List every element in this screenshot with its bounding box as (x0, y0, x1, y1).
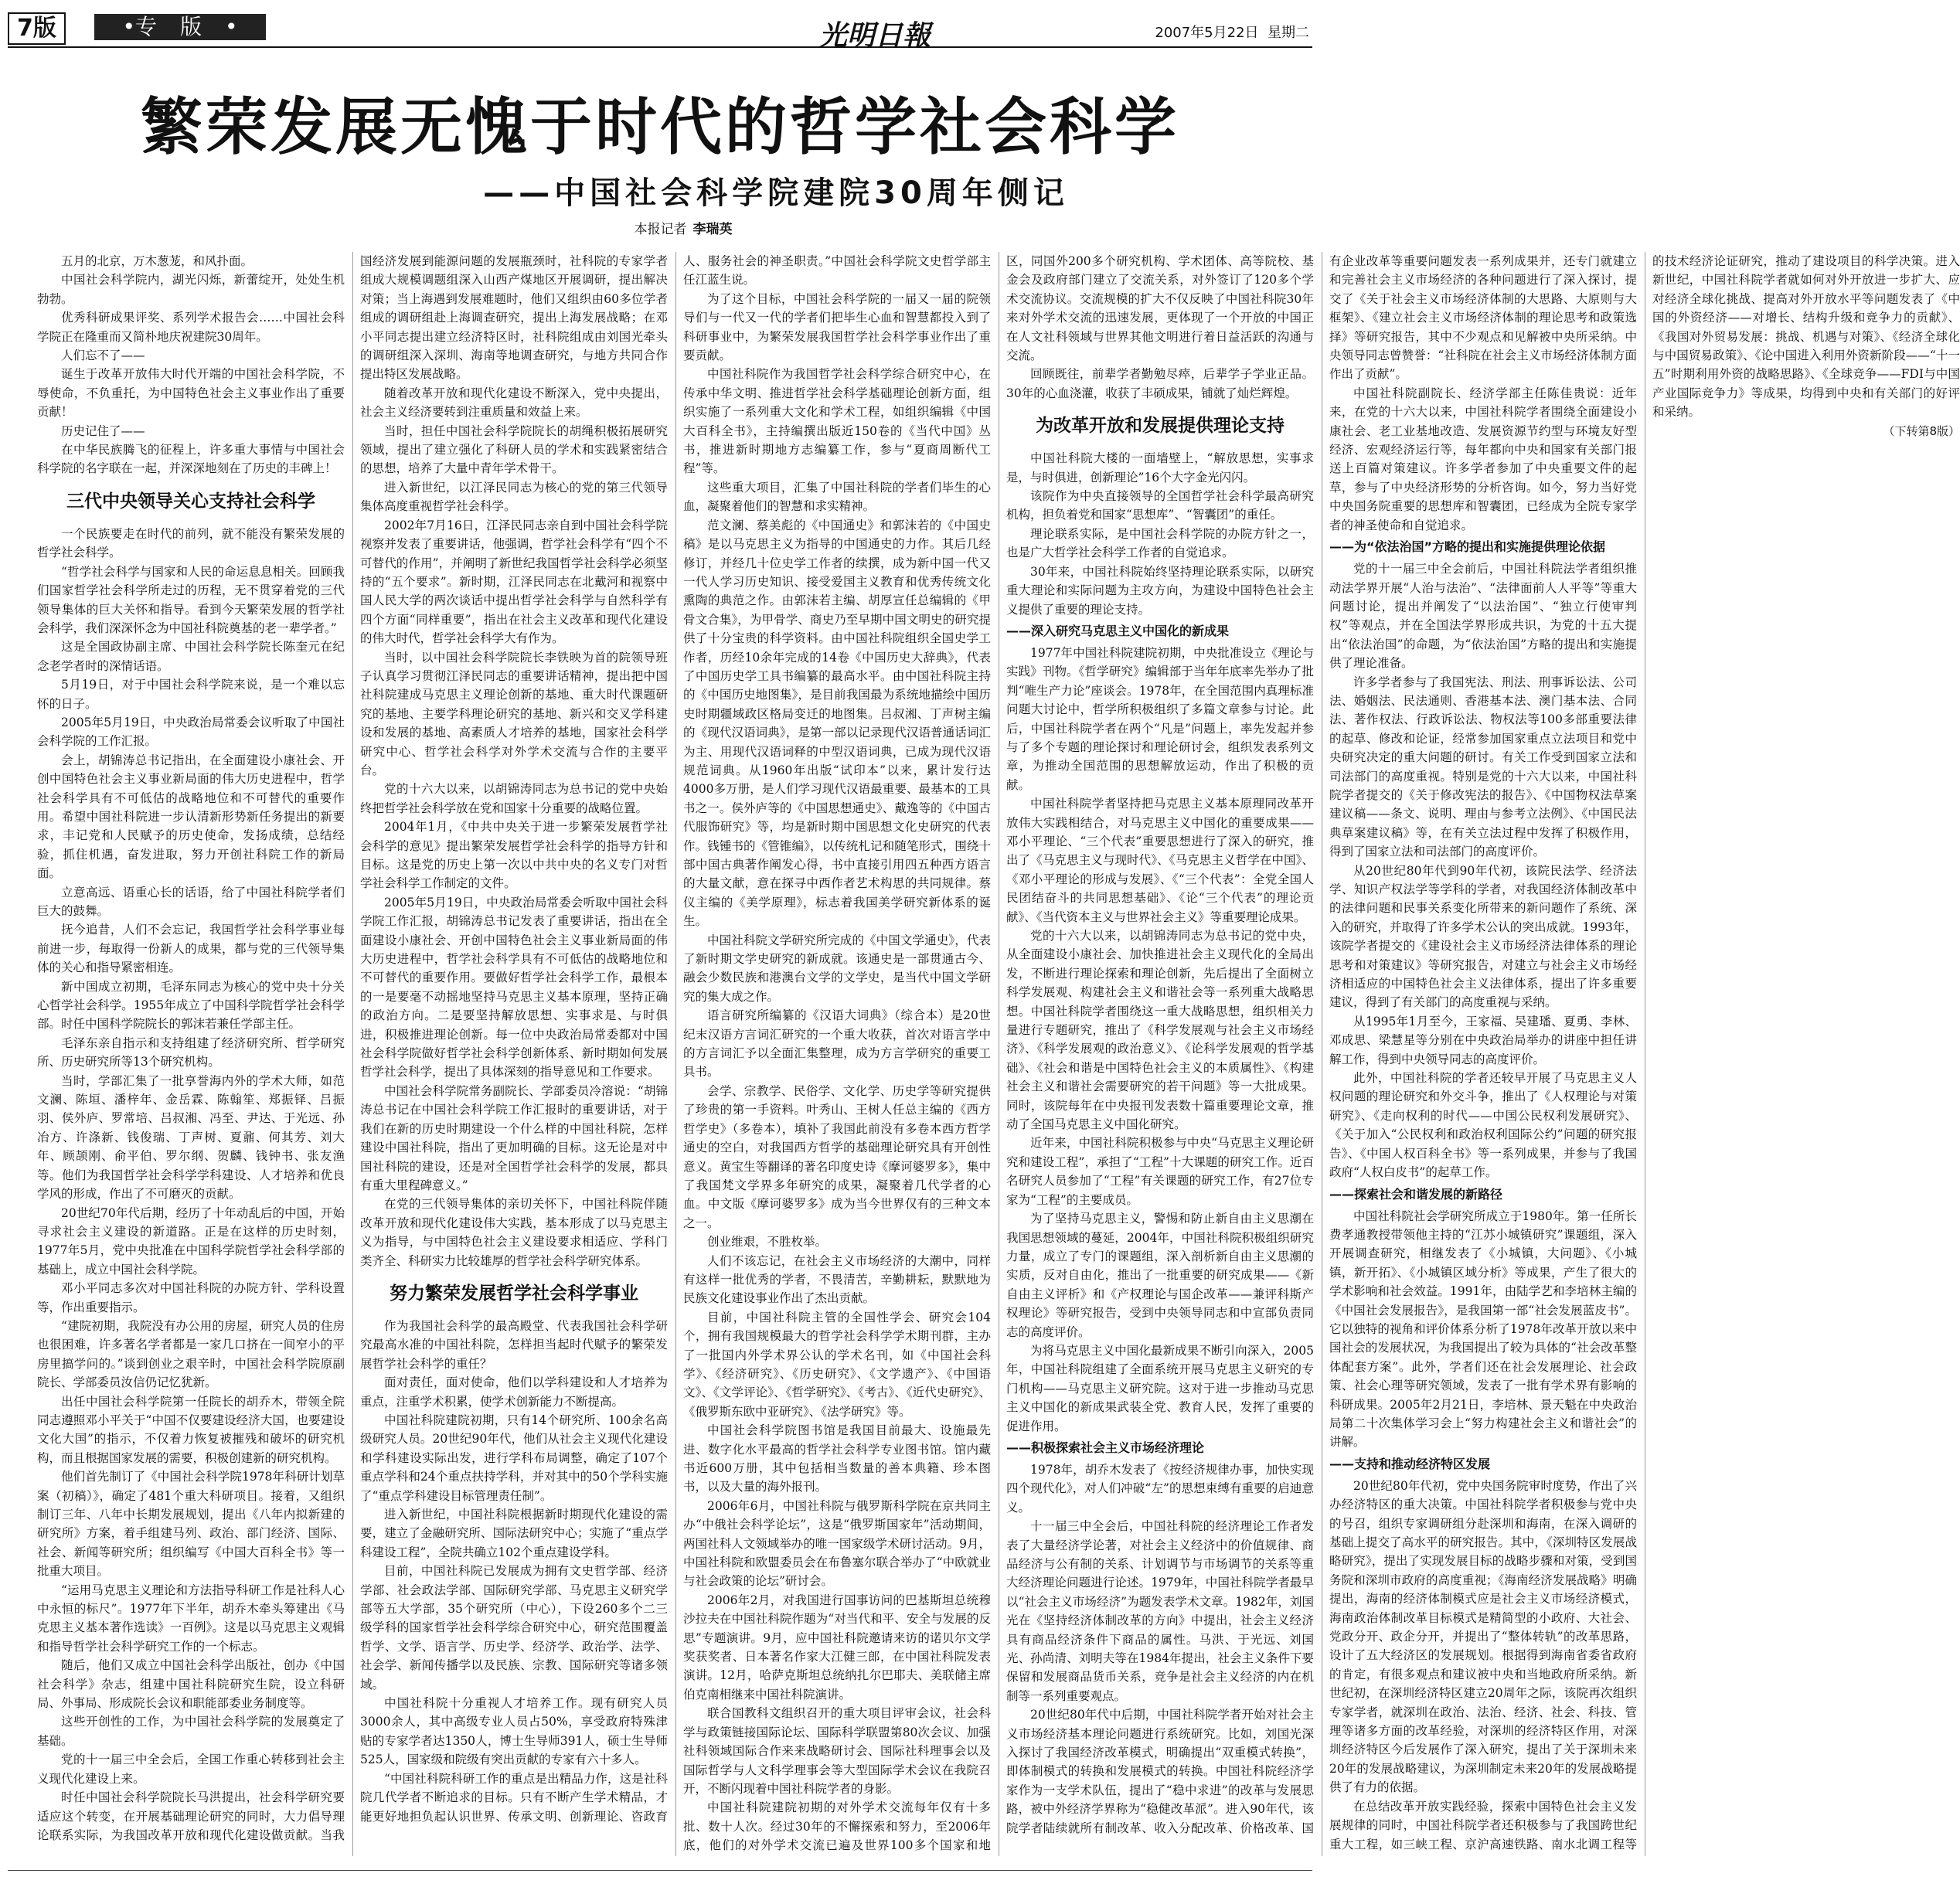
body-paragraph: 语言研究所编纂的《汉语大词典》（综合本）是20世纪末汉语方言词汇研究的一个重大收获，首次对语言学中的方言词汇予以全面汇集整理，成为方言学研究的重要工具书。 (683, 1008, 991, 1080)
body-paragraph: 回顾既往，前辈学者勤勉尽瘁，后辈学子学业正品。30年的心血浇灌，收获了丰硕成果，铺就了灿烂辉煌。 (1006, 367, 1314, 400)
body-paragraph: 邓小平同志多次对中国社科院的办院方针、学科设置等，作出重要指示。 (37, 1281, 345, 1314)
body-paragraph: 中国社科院大楼的一面墙壁上，“解放思想，实事求是，与时俱进，创新理论”16个大字金光闪闪。 (1006, 451, 1314, 484)
body-paragraph: 近年来，中国社科院积极参与中央“马克思主义理论研究和建设工程”，承担了“工程”十大课题的研究工作。近百名研究人员参加了“工程”有关课题的研究工作，有27位专家为“工程”的主要成员。 (1006, 1136, 1314, 1207)
section-subheading: ——为“依法治国”方略的提出和实施提供理论依据 (1329, 539, 1606, 555)
body-paragraph: 中国社科院学者坚持把马克思主义基本原理同改革开放伟大实践相结合，对马克思主义中国化的重要成果——邓小平理论、“三个代表”重要思想进行了深入的研究，推出了《马克思主义与现时代》、《马克思主义哲学在中国》、《邓小平理论的形成与发展》、《“三个代表”：全党全国人民团结奋斗的共同思想基础》、《论“三个代表”的理论贡献》、《当代资本主义与世界社会主义》等重要理论成果。 (1006, 797, 1314, 924)
body-paragraph: 2006年6月，中国社科院与俄罗斯科学院在京共同主办“中俄社会科学论坛”，这是“俄罗斯国家年”活动期间，两国社科人文领域举办的唯一国家级学术研讨活动。9月，中国社科院和欧盟委员会在布鲁塞尔联合举办了“中欧就业与社会政策的论坛”研讨会。 (683, 1498, 991, 1589)
body-paragraph: 中国社会科学院常务副院长、学部委员冷溶说：“胡锦涛总书记在中国社会科学院工作汇报时的重要讲话，对于我们在新的历史时期建设一个什么样的中国社科院，怎样建设中国社科院，指出了更加明确的目标。这无论是对中国社科院的建设，还是对全国哲学社会科学的发展，都具有重大里程碑意义。” (360, 1083, 668, 1192)
author-name: 李瑞英 (692, 222, 733, 237)
body-paragraph: 理论联系实际，是中国社会科学院的办院方针之一，也是广大哲学社会科学工作者的自觉追求。 (1006, 526, 1314, 560)
body-paragraph: 中国社科院十分重视人才培养工作。现有研究人员3000余人，其中高级专业人员占50%，享受政府特殊津贴的专家学者达1350人，博士生导师391人，硕士生导师525人，国家级和院级有突出贡献的专家有六十多人。 (360, 1696, 668, 1767)
byline (0, 218, 1320, 237)
body-paragraph: 他们首先制订了《中国社会科学院1978年科研计划草案（初稿）》，确定了481个重大科研项目。接着，又组织制订三年、八年中长期发展规划，提出《八年内拟新建的研究所》方案，着手组建马列、政治、部门经济、国际、社会、新闻等研究所；组织编写《中国大百科全书》等一批重大项目。 (37, 1470, 345, 1579)
body-paragraph: 党的十六大以来，以胡锦涛同志为总书记的党中央始终把哲学社会科学放在党和国家十分重要的战略位置。 (360, 782, 668, 815)
newspaper-masthead: 光明日報 (819, 19, 931, 52)
body-paragraph: 抚今追昔，人们不会忘记，我国哲学社会科学事业每前进一步，每取得一份新人的成果，都与党的三代领导集体的关心和指导紧密相连。 (37, 923, 345, 975)
body-paragraph: 优秀科研成果评奖、系列学术报告会……中国社会科学院正在隆重而又简朴地庆祝建院30周年。 (37, 311, 345, 344)
body-paragraph: 中国社科院建院初期的对外学术交流每年仅有十多批、数十人次。经过30年的不懈探索和努力，至2006年底，他们的对外学术交流已遍及世界100多个国家和地区，同国外200多个研究机构、学术团体、高等院校、基金会及政府部门建立了交流关系，对外签订了120多个学术交流协议。交流规模的扩大不仅反映了中国社科院30年来对外学术交流的迅速发展，更体现了一个开放的中国正在人文社科领域与世界其他文明进行着日益活跃的沟通与交流。 (683, 254, 1314, 1853)
body-paragraph: 2005年5月19日，中央政治局常委会议听取了中国社会科学院的工作汇报。 (37, 715, 345, 749)
body-paragraph: 作为我国社会科学的最高殿堂、代表我国社会科学研究最高水准的中国社科院，怎样担当起时代赋予的繁荣发展哲学社会科学的重任？ (360, 1318, 668, 1371)
body-paragraph: 在总结改革开放实践经验，探索中国特色社会主义发展规律的同时，中国社科院学者还积极参与了我国跨世纪重大工程，如三峡工程、京沪高速铁路、南水北调工程等的技术经济论证研究，推动了建设项目的科学决策。进入新世纪，中国社科院学者就如何对外开放进一步扩大、应对经济全球化挑战、提高对外开放水平等问题发表了《中国的外资经济——对增长、结构升级和竞争力的贡献》、《我国对外贸易发展：挑战、机遇与对策》、《经济全球化与中国贸易政策》、《论中国进入利用外资新阶段——“十一五”时期利用外资的战略思路》、《全球竞争——FDI与中国产业国际竞争力》等成果，均得到中央和有关部门的好评和采纳。 (1329, 254, 1960, 1851)
body-paragraph: 中国社科院社会学研究所成立于1980年。第一任所长费孝通教授带领他主持的“江苏小城镇研究”课题组，深入开展调查研究，相继发表了《小城镇，大问题》、《小城镇，新开拓》、《小城镇区域分析》等成果，产生了很大的学术影响和社会效益。1991年，由陆学艺和李培林主编的《中国社会发展报告》，是我国第一部“社会发展蓝皮书”。它以独特的视角和评价体系分析了1978年改革开放以来中国社会的发展状况，为我国提出了较为具体的“社会改革整体配套方案”。此外，学者们还在社会发展理论、社会政策、社会心理等研究领域，发表了一批有学术界有影响的科研成果。2005年2月21日，李培林、景天魁在中央政治局第二十次集体学习会上“努力构建社会主义和谐社会”的讲解。 (1329, 1209, 1637, 1450)
body-paragraph: 联合国教科文组织召开的重大项目评审会议，社会科学与政策链接国际论坛、国际科学联盟第80次会议、加强社科领域国际合作来来战略研讨会、国际社科理事会以及国际哲学与人文科学理事会等大型国际学术会议在我院召开，不断闪现着中国社科院学者的身影。 (683, 1706, 991, 1796)
body-paragraph: 2004年1月，《中共中央关于进一步繁荣发展哲学社会科学的意见》提出繁荣发展哲学社会科学的指导方针和目标。这是党的历史上第一次以中共中央的名义专门对哲学社会科学工作制定的文件。 (360, 820, 668, 891)
body-paragraph: 中国社科院文学研究所完成的《中国文学通史》，代表了新时期文学史研究的新成就。该通史是一部贯通古今、融会少数民族和港澳台文学的文学史，是当代中国文学研究的集大成之作。 (683, 933, 991, 1004)
issue-weekday: 星期二 (1268, 25, 1309, 41)
body-paragraph: 许多学者参与了我国宪法、刑法、刑事诉讼法、公司法、婚姻法、民法通则、香港基本法、澳门基本法、合同法、著作权法、行政诉讼法、物权法等100多部重要法律的起草、修改和论证，经常参加国家重点立法项目和党中央研究决定的重大问题的研讨。有关工作受到国家立法和司法部门的高度重视。特别是党的十六大以来，中国社科院学者提交的《关于修改宪法的报告》、《中国物权法草案建议稿——条文、说明、理由与参考立法例》、《中国民法典草案建议稿》等，在有关立法过程中发挥了积极作用，得到了国家立法和司法部门的高度评价。 (1329, 675, 1637, 859)
body-paragraph: 这是全国政协副主席、中国社会科学院长陈奎元在纪念老学者时的深情话语。 (37, 640, 345, 673)
body-paragraph: 一个民族要走在时代的前列，就不能没有繁荣发展的哲学社会科学。 (37, 526, 345, 560)
body-paragraph: 时任中国社会科学院院长马洪提出，社会科学研究要适应这个转变，在开展基础理论研究的同时，大力倡导理论联系实际，为我国改革开放和现代化建设做贡献。当我国经济发展到能源问题的发展瓶颈时，社科院的专家学者组成大规模调题组深入山西产煤地区开展调研，提出解决对策；当上海遇到发展难题时，他们又组织由60多位学者组成的调研组赴上海调查研究，提出上海发展战略；在邓小平同志提出建立经济特区时，社科院组成由刘国光牵头的调研组深入深圳、海南等地调查研究，与地方共同合作提出特区发展战略。 (37, 254, 668, 1842)
body-paragraph: 2005年5月19日，中央政治局常委会听取中国社会科学院工作汇报，胡锦涛总书记发表了重要讲话，指出在全面建设小康社会、开创中国特色社会主义事业新局面的伟大历史进程中，哲学社会科学具有不可低估的战略地位和不可替代的重要作用。要做好哲学社会科学工作，最根本的一是要毫不动摇地坚持马克思主义基本原理，坚持正确的政治方向。二是要坚持解放思想、实事求是、与时俱进，积极推进理论创新。每一位中央政治局常委都对中国社会科学院做好哲学社会科学创新体系、新时期如何发展哲学社会科学，提出了具体深刻的指导意见和工作要求。 (360, 895, 668, 1080)
continued-on-page-note: （下转第8版） (1883, 423, 1960, 438)
body-paragraph: 2002年7月16日，江泽民同志亲自到中国社会科学院视察并发表了重要讲话，他强调，哲学社会科学有“四个不可替代的作用”，并阐明了新世纪我国哲学社会科学必须坚持的“五个要求”。新时期，江泽民同志在北戴河和视察中国人民大学的两次谈话中提出哲学社会科学与自然科学有四个方面“同样重要”，指出在社会主义改革和现代化建设的伟大时代，哲学社会科学大有作为。 (360, 518, 668, 646)
body-paragraph: 历史记住了—— (61, 423, 145, 438)
footer-rule (8, 1870, 1312, 1871)
body-paragraph: 中国社科院建院初期，只有14个研究所、100余名高级研究人员。20世纪90年代，他们从社会主义现代化建设和学科建设实际出发，进行学科布局调整，确定了107个重点学科和24个重点扶持学科，并对其中的50个学科实施了“重点学科建设目标管理责任制”。 (360, 1413, 668, 1503)
body-paragraph: 30年来，中国社科院始终坚持理论联系实际，以研究重大理论和实际问题为主攻方向，为建设中国特色社会主义提供了重要的理论支持。 (1006, 564, 1314, 617)
section-heading: 为改革开放和发展提供理论支持 (1036, 416, 1285, 437)
article-headline: 繁荣发展无愧于时代的哲学社会科学 (141, 91, 1179, 163)
body-paragraph: “运用马克思主义理论和方法指导科研工作是社科人心中永恒的标尺”。1977年下半年，胡乔木牵头筹建出《马克思主义基本著作选读》一百例》。这是以马克思主义观辑和指导哲学社会科学研究工作的一个标志。 (37, 1583, 345, 1654)
body-paragraph: 毛泽东亲自指示和支持组建了经济研究所、哲学研究所、历史研究所等13个研究机构。 (37, 1035, 345, 1069)
body-paragraph: 为了坚持马克思主义，警惕和防止新自由主义思潮在我国思想领域的蔓延，2004年，中国社科院积极组织研究力量，成立了专门的课题组，深入剖析新自由主义思潮的实质，反对自由化，推出了一批重要的研究成果——《新自由主义评析》和《产权理论与国企改革——兼评科斯产权理论》等研究报告，受到中央领导同志和中宣部负责同志的高度评价。 (1006, 1212, 1314, 1339)
article-body (37, 252, 1960, 1856)
body-paragraph: 中国社会科学院图书馆是我国目前最大、设施最先进、数字化水平最高的哲学社会科学专业图书馆。馆内藏书近600万册，其中包括相当数量的善本典籍、珍本图书，以及大量的海外报刊。 (683, 1423, 991, 1494)
body-paragraph: 在中华民族腾飞的征程上，许多重大事情与中国社会科学院的名字联在一起，并深深地刻在了历史的丰碑上！ (37, 443, 345, 476)
article-subtitle: ——中国社会科学院建院30周年侧记 (483, 175, 1069, 211)
body-paragraph: 会学、宗教学、民俗学、文化学、历史学等研究提供了珍贵的第一手资料。叶秀山、王树人任总主编的《西方哲学史》（多卷本），填补了我国此前没有多卷本西方哲学通史的空白，对我国西方哲学的基础理论研究具有开创性意义。黄宝生等翻译的著名印度史诗《摩诃婆罗多》，集中了我国梵文学界多年研究的成果，凝聚着几代学者的心血。中文版《摩诃婆罗多》成为当今世界仅有的三种文本之一。 (683, 1083, 991, 1230)
body-paragraph: 党的十六大以来，以胡锦涛同志为总书记的党中央，从全面建设小康社会、加快推进社会主义现代化的全局出发，不断进行理论探索和理论创新，先后提出了全面树立科学发展观、构建社会主义和谐社会等一系列重大战略思想。中国社科院学者围绕这一重大战略思想，组织相关力量进行专题研究，推出了《科学发展观与社会主义市场经济》、《科学发展观的政治意义》、《论科学发展观的哲学基础》、《社会和谐是中国特色社会主义的本质属性》、《构建社会主义和谐社会需要研究的若干问题》等一大批成果。同时，该院每年在中央报刊发表数十篇重要理论文章，推动了全国马克思主义中国化研究。 (1006, 929, 1314, 1132)
body-paragraph: 目前，中国社科院已发展成为拥有文史哲学部、经济学部、社会政法学部、国际研究学部、马克思主义研究学部等五大学部，35个研究所（中心），下设260多个二三级学科的国家哲学社会科学综合研究中心，研究范围覆盖哲学、文学、语言学、历史学、经济学、政治学、法学、社会学、新闻传播学以及民族、宗教、国际研究等诸多领域。 (360, 1564, 668, 1692)
body-paragraph: 20世纪80年代初，党中央国务院审时度势，作出了兴办经济特区的重大决策。中国社科院学者积极参与党中央的号召，组织专家调研组分赴深圳和海南，在深入调研的基础上提交了高水平的研究报告。其中，《深圳特区发展战略研究》，提出了实现发展目标的战略步骤和对策，受到国务院和深圳市政府的高度重视；《海南经济发展战略》明确提出，海南的经济体制模式应是社会主义市场经济模式，海南政治体制改革目标模式是精简型的小政府、大社会、党政分开、政企分开，并提出了“整体转轨”的改革思路，设计了五大经济区的发展规划。根据得到海南省委省政府的肯定，有很多观点和建议被中央和当地政府所采纳。新世纪初，在深圳经济特区建立20周年之际，该院再次组织专家学者，就深圳在政治、法治、经济、社会、科技、管理等诸多方面的改革经验，对深圳的经济特区作用，对深圳经济特区今后发展作了深入研究，提出了关于深圳未来20年的发展战略建议，为深圳制定未来20年的发展战略提供了有力的依据。 (1329, 1478, 1637, 1795)
body-paragraph: 诞生于改革开放伟大时代开端的中国社会科学院，不辱使命，不负重托，为中国特色社会主义事业作出了重要贡献！ (37, 367, 345, 420)
issue-date-text: 2007年5月22日 (1155, 25, 1259, 41)
body-paragraph: 进入新世纪，以江泽民同志为核心的党的第三代领导集体高度重视哲学社会科学。 (360, 480, 668, 514)
section-subheading: ——支持和推动经济特区发展 (1329, 1456, 1491, 1471)
body-paragraph: 这些开创性的工作，为中国社会科学院的发展奠定了基础。 (37, 1715, 345, 1748)
body-paragraph: 随后，他们又成立中国社会科学出版社，创办《中国社会科学》杂志，组建中国社科院研究生院，设立科研局、外事局、形成院长会议和职能部委业务制度等。 (37, 1658, 345, 1711)
section-label: •专版• (94, 14, 266, 40)
body-paragraph: 新中国成立初期，毛泽东同志为核心的党中央十分关心哲学社会科学。1955年成立了中国科学院哲学社会科学部。时任中国科学院院长的郭沫若兼任学部主任。 (37, 979, 345, 1032)
body-paragraph: 20世纪80年代中后期，中国社科院学者开始对社会主义市场经济基本理论问题进行系统研究。比如，刘国光深入探讨了我国经济改革模式，明确提出“双重模式转换”，即体制模式的转换和发展模式的转换。中国社科院经济学家作为一支学术队伍，提出了“稳中求进”的改革与发展思路，被中外经济学界称为“稳健改革派”。进入90年代，该院学者陆续就所有制改革、收入分配改革、价格改革、国有企业改革等重要问题发表一系列成果并，还专门就建立和完善社会主义市场经济的各种问题进行了深入探讨，提交了《关于社会主义市场经济体制的大思路、大原则与大框架》、《建立社会主义市场经济体制的理论思考和政策选择》等研究报告，其中不少观点和见解被中央所采纳。中央领导同志曾赞誉：“社科院在社会主义市场经济体制方面作出了贡献”。 (1006, 254, 1637, 1835)
section-subheading: ——积极探索社会主义市场经济理论 (1006, 1440, 1205, 1455)
body-paragraph: 中国社会科学院内，湖光闪烁，新蕾绽开，处处生机勃勃。 (37, 273, 345, 306)
body-paragraph: 党的十一届三中全会前后，中国社科院法学者组织推动法学界开展“人治与法治”、“法律面前人人平等”等重大问题讨论，提出并阐发了“以法治国”、“独立行使审判权”等观点，并在全国法学界形成共识，为党的十五大提出“依法治国”的命题，为“依法治国”方略的提出和实施提供了理论准备。 (1329, 562, 1637, 671)
body-paragraph: 创业维艰，不胜枚举。 (707, 1235, 828, 1250)
section-subheading: ——深入研究马克思主义中国化的新成果 (1006, 623, 1230, 638)
section-heading: 三代中央领导关心支持社会科学 (66, 491, 315, 512)
body-paragraph: 当时，学部汇集了一批享誉海内外的学术大师，如范文澜、陈垣、潘梓年、金岳霖、陈翰笙、郑振铎、吕振羽、侯外庐、罗常培、吕叔湘、冯至、尹达、于光远、孙冶方、许涤新、钱俊瑞、丁声树、夏鼐、何其芳、刘大年、顾颉刚、俞平伯、罗尔纲、贺麟、钱钟书、张友渔等。他们为我国哲学社会科学学科建设、人才培养和优良学风的形成，作出了不可磨灭的贡献。 (37, 1073, 345, 1202)
body-paragraph: “建院初期，我院没有办公用的房屋，研究人员的住房也很困难，许多著名学者都是一家几口挤在一间窄小的平房里搞学问的。”谈到创业之艰辛时，中国社会科学院原副院长、学部委员汝信仍记忆犹新。 (37, 1318, 345, 1390)
body-paragraph: 人们忘不了—— (61, 348, 145, 363)
body-paragraph: 5月19日，对于中国社会科学院来说，是一个难以忘怀的日子。 (37, 678, 345, 711)
section-heading: 努力繁荣发展哲学社会科学事业 (390, 1283, 638, 1304)
issue-date (1155, 22, 1309, 42)
body-paragraph: 十一届三中全会后，中国社科院的经济理论工作者发表了大量经济学论著，对社会主义经济中的价值规律、商品经济与公有制的关系、计划调节与市场调节的关系等重大经济理论问题进行论述。1979年，中国社科院学者最早以“社会主义市场经济”为题发表学术文章。1982年，刘国光在《坚持经济体制改革的方向》中提出，社会主义经济具有商品经济条件下商品的属性。马洪、于光远、刘国光、孙尚清、刘明夫等在1984年提出，社会主义条件下要保留和发展商品货币关系，竞争是社会主义经济的内在机制等一系列重要观点。 (1006, 1519, 1314, 1703)
body-paragraph: 这些重大项目，汇集了中国社科院的学者们毕生的心血，凝聚着他们的智慧和求实精神。 (683, 480, 991, 514)
body-paragraph: 为将马克思主义中国化最新成果不断引向深入，2005年，中国社科院组建了全面系统开展马克思主义研究的专门机构——马克思主义研究院。这对于进一步推动马克思主义中国化的新成果武装全党、教育人民，发挥了重要的促进作用。 (1006, 1343, 1314, 1433)
body-paragraph: “中国社科院科研工作的重点是出精品力作，这是社科院几代学者不断追求的目标。只有不断产生学术精品，才能更好地担负起认识世界、传承文明、创新理论、咨政育人、服务社会的神圣职责。”中国社会科学院文史哲学部主任江蓝生说。 (360, 254, 991, 1824)
page-header (8, 9, 1312, 52)
body-paragraph: 出任中国社会科学院第一任院长的胡乔木，带领全院同志遵照邓小平关于“中国不仅要建设经济大国，也要建设文化大国”的指示，不仅着力恢复被摧残和破坏的研究机构，而且根据国家发展的需要，积极创建新的研究机构。 (37, 1394, 345, 1465)
body-paragraph: 五月的北京，万木葱茏，和风扑面。 (61, 254, 254, 268)
body-paragraph: 当时，以中国社会科学院院长李铁映为首的院领导班子认真学习贯彻江泽民同志的重要讲话精神，提出把中国社科院建成马克思主义理论创新的基地、重大时代课题研究的基地、主要学科理论研究的基地、新兴和交叉学科建设和发展的基地、高素质人才培养的基地，国家社会科学研究中心、哲学社会科学对外学术交流与合作的主要平台。 (360, 650, 668, 777)
body-paragraph: 此外，中国社科院的学者还较早开展了马克思主义人权问题的理论研究和外交斗争，推出了《人权理论与对策研究》、《走向权利的时代——中国公民权利发展研究》、《关于加入“公民权利和政治权利国际公约”问题的研究报告》、《中国人权百科全书》等一系列成果，并参与了我国政府“人权白皮书”的起草工作。 (1329, 1071, 1637, 1180)
body-paragraph: 从1995年1月至今，王家福、吴建璠、夏勇、李林、邓成思、梁慧星等分别在中央政治局举办的讲座中担任讲解工作，得到中央领导同志的高度评价。 (1329, 1014, 1637, 1066)
body-paragraph: 人们不该忘记，在社会主义市场经济的大潮中，同样有这样一批优秀的学者，不畏清苦，辛勤耕耘，默默地为民族文化建设事业作出了杰出贡献。 (683, 1253, 991, 1306)
body-paragraph: 20世纪70年代后期，经历了十年动乱后的中国，开始寻求社会主义建设的新道路。正是在这样的历史时刻，1977年5月，党中央批准在中国科学院哲学社会科学部的基础上，成立中国社会科学院。 (37, 1205, 345, 1277)
body-paragraph: 当时，担任中国社会科学院院长的胡绳积极拓展研究领域，提出了建立强化了科研人员的学术和实践紧密结合的思想，培养了大量中青年学术骨干。 (360, 423, 668, 476)
body-paragraph: “哲学社会科学与国家和人民的命运息息相关。回顾我们国家哲学社会科学所走过的历程，无不贯穿着党的三代领导集体的巨大关怀和指导。看到今天繁荣发展的哲学社会科学，我们深深怀念为中国社科院奠基的老一辈学者。” (37, 564, 345, 635)
body-paragraph: 中国社科院副院长、经济学部主任陈佳贵说：近年来，在党的十六大以来，中国社科院学者围绕全面建设小康社会、老工业基地改造、发展资源节约型与环境友好型经济、宏观经济运行等，每年都向中央和国家有关部门报送上百篇对策建议。许多学者参加了中央重要文件的起草，参与了中央经济形势的分析咨询。如今，努力当好党中央国务院重要的思想库和智囊团，已经成为全院专家学者的神圣使命和自觉追求。 (1329, 386, 1637, 532)
body-paragraph: 面对责任，面对使命，他们以学科建设和人才培养为重点，注重学术积累，使学术创新能力不断提高。 (360, 1375, 668, 1409)
page-number: 7版 (8, 12, 66, 45)
body-paragraph: 在党的三代领导集体的亲切关怀下，中国社科院伴随改革开放和现代化建设伟大实践，基本形成了以马克思主义为指导，与中国特色社会主义建设要求相适应、学科门类齐全、科研实力比较雄厚的哲学社会科学研究体系。 (360, 1197, 668, 1268)
body-paragraph: 目前，中国社科院主管的全国性学会、研究会104个，拥有我国规模最大的哲学社会科学学术期刊群，主办了一批国内外学术界公认的学术名刊，如《中国社会科学》、《经济研究》、《历史研究》、《文学遗产》、《中国语文》、《文学评论》、《哲学研究》、《考古》、《近代史研究》、《俄罗斯东欧中亚研究》、《法学研究》等。 (683, 1310, 991, 1419)
section-subheading: ——探索社会和谐发展的新路径 (1329, 1186, 1503, 1202)
body-paragraph: 2006年2月，对我国进行国事访问的巴基斯坦总统穆沙拉夫在中国社科院作题为“对当代和平、安全与发展的反思”专题演讲。9月，应中国社科院邀请来访的诺贝尔文学奖获奖者、日本著名作家大江健三郎，在中国社科院发表演讲。12月，哈萨克斯坦总统纳扎尔巴耶夫、美联储主席伯克南相继来中国社科院演讲。 (683, 1593, 991, 1702)
byline-label: 本报记者 (634, 222, 687, 237)
body-paragraph: 会上，胡锦涛总书记指出，在全面建设小康社会、开创中国特色社会主义事业新局面的伟大历史进程中，哲学社会科学具有不可低估的战略地位和不可替代的重要作用。希望中国社科院进一步认清新形势新任务提出的新要求，丰记党和人民赋予的历史使命，发扬成绩，总结经验，抓住机遇，奋发进取，努力开创社科院工作的新局面。 (37, 753, 345, 881)
body-paragraph: 该院作为中央直接领导的全国哲学社会科学最高研究机构，担负着党和国家“思想库”、“智囊团”的重任。 (1006, 489, 1314, 522)
body-paragraph: 1978年，胡乔木发表了《按经济规律办事，加快实现四个现代化》，对人们冲破“左”的思想束缚有重要的启迪意义。 (1006, 1462, 1314, 1515)
body-paragraph: 立意高远、语重心长的话语，给了中国社科院学者们巨大的鼓舞。 (37, 885, 345, 918)
body-paragraph: 中国社科院作为我国哲学社会科学综合研究中心，在传承中华文明、推进哲学社会科学基础理论创新方面，组织实施了一系列重大文化和学术工程，如组织编辑《中国大百科全书》，主持编撰出版近150卷的《当代中国》丛书，推进新时期地方志编纂工作，参与“夏商周断代工程”等。 (683, 367, 991, 476)
body-paragraph: 党的十一届三中全会后，全国工作重心转移到社会主义现代化建设上来。 (37, 1753, 345, 1786)
body-paragraph: 1977年中国社科院建院初期，中央批准设立《理论与实践》刊物。《哲学研究》编辑部于当年年底率先举办了批判“唯生产力论”座谈会。1978年，在全国范围内真理标准问题大讨论中，哲学所积极组织了多篇文章参与讨论。此后，中国社科院学者在两个“凡是”问题上，率先发起并参与了多个专题的理论探讨和理论研讨会，组织发表系列文章，为推动全国范围的思想解放运动，作出了积极的贡献。 (1006, 645, 1314, 792)
body-paragraph: 随着改革开放和现代化建设不断深入，党中央提出，社会主义经济要转到注重质量和效益上来。 (360, 386, 668, 420)
body-paragraph: 范文澜、蔡美彪的《中国通史》和郭沫若的《中国史稿》是以马克思主义为指导的中国通史的力作。其后几经修订，并经几十位史学工作者的续撰，成为新中国一代又一代人学习历史知识、接受爱国主义教育和优秀传统文化熏陶的典范之作。由郭沫若主编、胡厚宣任总编辑的《甲骨文合集》，为甲骨学、商史乃至早期中国文明史的研究提供了十分宝贵的科学资料。由中国社科院组织全国史学工作者，历经10余年完成的14卷《中国历史大辞典》，代表了中国历史学工具书编纂的最高水平。由中国社科院主持的《中国历史地图集》，是目前我国最为系统地描绘中国历史时期疆域政区格局变迁的地图集。吕叔湘、丁声树主编的《现代汉语词典》，是第一部以记录现代汉语普通话词汇为主、用现代汉语词释的中型汉语词典，已成为现代汉语规范词典。从1960年出版“试印本”以来，累计发行达4000多万册，是人们学习现代汉语最重要、最基本的工具书之一。侯外庐等的《中国思想通史》、戴逸等的《中国古代服饰研究》等，均是新时期中国思想文化史研究的代表作。钱锺书的《管锥编》，以传统札记和随笔形式，围绕十部中国古典著作阐发心得，书中直接引用四五种西方语言的大量文献，意在探寻中西作者艺术构思的共同规律。蔡仪主编的《美学原理》，标志着我国美学研究新体系的诞生。 (683, 518, 991, 929)
body-paragraph: 从20世纪80年代到90年代初，该院民法学、经济法学、知识产权法学等学科的学者，对我国经济体制改革中的法律问题和民事关系变化所带来的新问题作了系统、深入的研究，并取得了许多学术公认的突出成就。1993年，该院学者提交的《建设社会主义市场经济法律体系的理论思考和对策建议》等研究报告，对建立与社会主义市场经济相适应的中国特色社会主义法律体系，提出了许多重要建议，得到了有关部门的高度重视与采纳。 (1329, 863, 1637, 1010)
body-paragraph: 进入新世纪，中国社科院根据新时期现代化建设的需要，建立了金融研究所、国际法研究中心；实施了“重点学科建设工程”，全院共确立102个重点建设学科。 (360, 1508, 668, 1559)
body-paragraph: 为了这个目标，中国社会科学院的一届又一届的院领导们与一代又一代的学者们把毕生心血和智慧都投入到了科研事业中，为繁荣发展我国哲学社会科学事业作出了重要贡献。 (683, 291, 991, 363)
